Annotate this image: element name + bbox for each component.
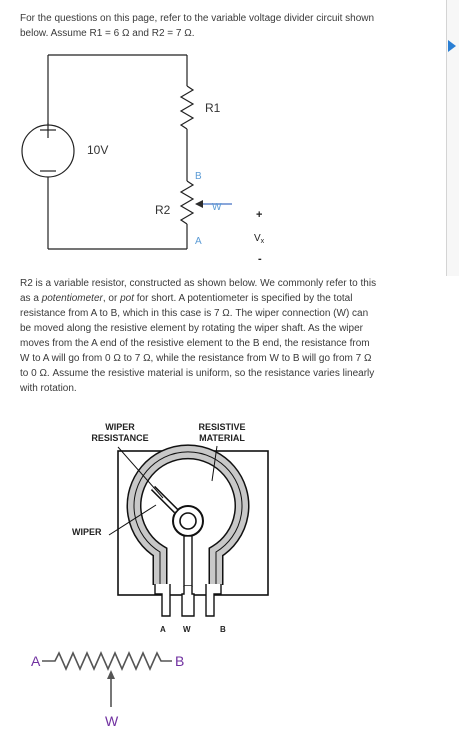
desc-line-6: W to A will go from 0 Ω to 7 Ω, while the resistance from W to B will go from 7 Ω — [20, 353, 372, 364]
plus-label: + — [256, 209, 263, 221]
b-label: B — [195, 171, 202, 182]
symbol-b-label: B — [175, 653, 185, 669]
minus-label: - — [258, 253, 262, 265]
vx-subscript: x — [260, 238, 265, 245]
r1-label: R1 — [205, 101, 221, 115]
resistive-element — [134, 452, 242, 585]
source-label: 10V — [87, 143, 109, 157]
resistive-material-label-2: MATERIAL — [199, 433, 245, 443]
desc-line-2-e: for short. A potentiometer is specified by the total — [133, 293, 353, 304]
pot-body — [118, 451, 268, 595]
a-label: A — [195, 236, 202, 247]
r2-label: R2 — [155, 203, 171, 217]
desc-line-2 — [20, 291, 425, 306]
resistive-material-label-1: RESISTIVE — [198, 422, 246, 432]
pins — [155, 584, 221, 616]
desc-line-8: with rotation. — [20, 383, 77, 394]
desc-line-7: to 0 Ω. Assume the resistive material is uniform, so the resistance varies linearly — [20, 368, 375, 379]
wiper-label: WIPER — [72, 527, 102, 537]
voltage-divider-circuit — [0, 0, 459, 270]
w-label: W — [212, 202, 222, 213]
desc-line-5: moves from the A end of the resistive element to the B end, the resistance from — [20, 338, 370, 349]
desc-line-4: be moved along the resistive element by rotating the wiper shaft. As the wiper — [20, 323, 363, 334]
wiper-shaft — [153, 488, 203, 586]
desc-line-2-c: , or — [102, 293, 121, 304]
intro-line-1: For the questions on this page, refer to the variable voltage divider circuit shown — [20, 13, 375, 24]
symbol-w-label: W — [105, 713, 119, 729]
wiper-resistance-label-2: RESISTANCE — [91, 433, 149, 443]
pin-a-label: A — [160, 625, 166, 634]
pin-b-label: B — [220, 625, 226, 634]
desc-line-1: R2 is a variable resistor, constructed as shown below. We commonly refer to this — [20, 278, 377, 289]
vx-label: $V_x$ — [254, 233, 265, 245]
symbol-a-label: A — [31, 653, 41, 669]
desc-line-3: resistance from A to B, which in this case is 7 Ω. The wiper connection (W) can — [20, 308, 369, 319]
wiper-resistance-label-1: WIPER — [105, 422, 135, 432]
description-paragraph — [20, 276, 425, 396]
potentiometer-symbol — [31, 653, 184, 729]
intro-line-2: below. Assume R1 = 6 Ω and R2 = 7 Ω. — [20, 28, 195, 39]
potentiometer-term: potentiometer — [41, 293, 103, 304]
pot-term: pot — [120, 293, 134, 304]
desc-line-2-a: as a — [20, 293, 42, 304]
voltage-source — [22, 123, 74, 177]
expand-arrow-icon[interactable] — [448, 40, 456, 52]
pin-w-label: W — [183, 625, 191, 634]
